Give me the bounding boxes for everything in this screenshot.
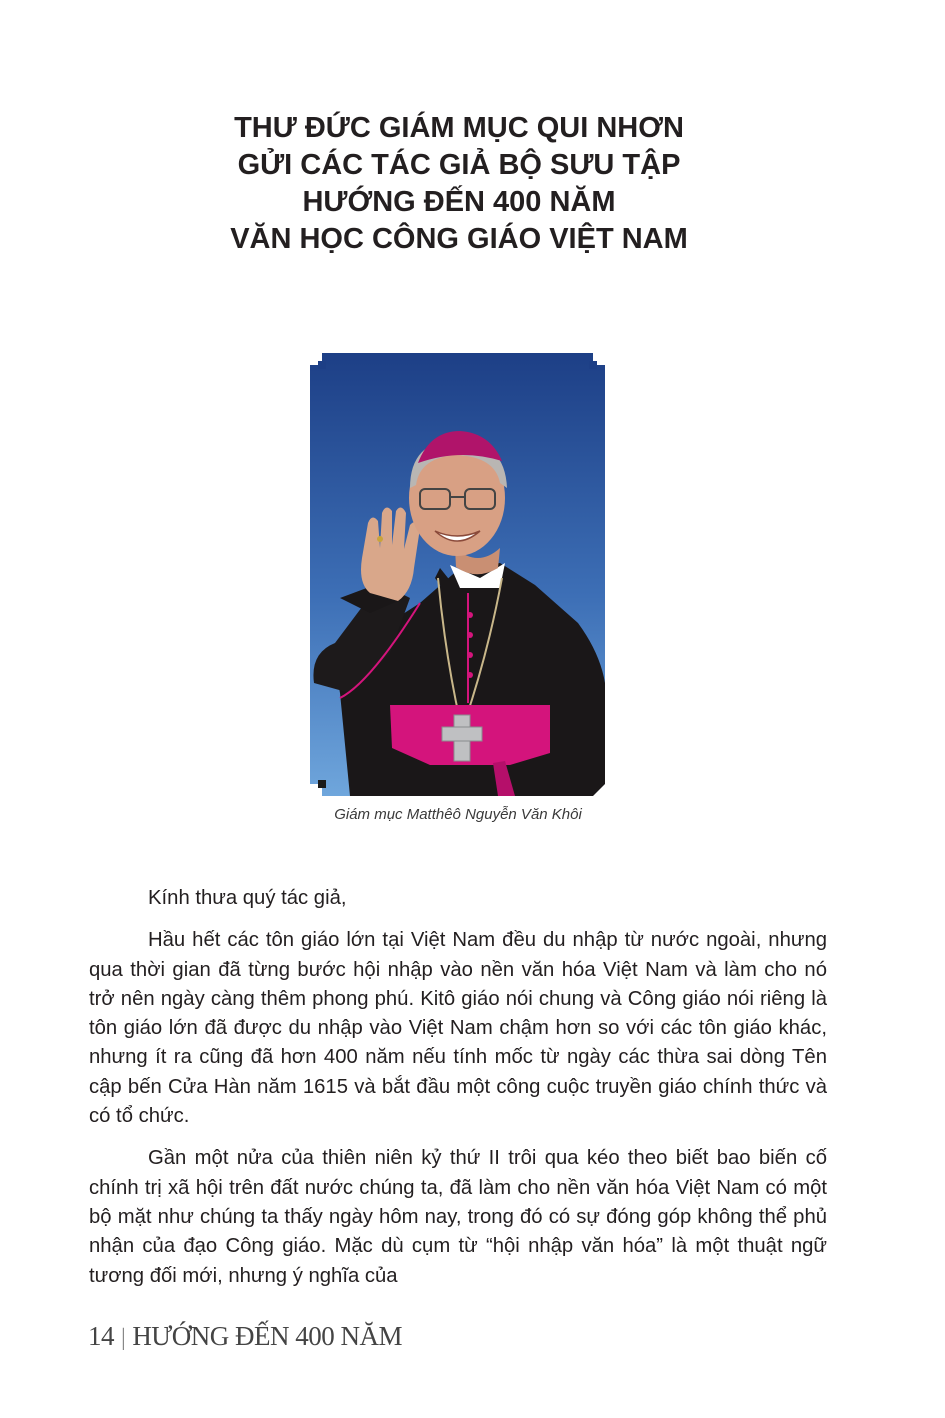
footer-separator: | <box>121 1325 126 1351</box>
page-footer <box>88 1321 402 1352</box>
portrait-caption: Giám mục Matthêô Nguyễn Văn Khôi <box>334 806 582 823</box>
title-line-2: GỬI CÁC TÁC GIẢ BỘ SƯU TẬP <box>237 149 681 181</box>
portrait-image <box>310 353 605 796</box>
page-number: 14 <box>88 1321 114 1351</box>
running-title: HƯỚNG ĐẾN 400 NĂM <box>132 1321 402 1351</box>
letter-body <box>89 884 827 1304</box>
paragraph-1: Hầu hết các tôn giáo lớn tại Việt Nam đều du nhập từ nước ngoài, nhưng qua thời gian đã từng bước hội nhập vào nền văn hóa Việt Nam và làm cho nó trở nên ngày càng thêm phong phú. Kitô giáo nói chung và Công giáo nói riêng là tôn giáo lớn đã được du nhập vào Việt Nam chậm hơn so với các tôn giáo khác, nhưng ít ra cũng đã hơn 400 năm nếu tính mốc từ ngày các thừa sai dòng Tên cập bến Cửa Hàn năm 1615 và bắt đầu một công cuộc truyền giáo chính thức và có tổ chức. <box>89 929 827 1128</box>
page-title <box>0 110 918 258</box>
title-line-3: HƯỚNG ĐẾN 400 NĂM <box>302 186 616 218</box>
bishop-portrait <box>310 353 605 796</box>
title-line-1: THƯ ĐỨC GIÁM MỤC QUI NHƠN <box>234 112 684 144</box>
paragraph-2: Gần một nửa của thiên niên kỷ thứ II trôi qua kéo theo biết bao biến cố chính trị xã hội trên đất nước chúng ta, đã làm cho nền văn hóa Việt Nam có một bộ mặt như chúng ta thấy ngày hôm nay, trong đó có sự đóng góp không thể phủ nhận của đạo Công giáo. Mặc dù cụm từ “hội nhập văn hóa” là một thuật ngữ tương đối mới, nhưng ý nghĩa của <box>89 1147 827 1287</box>
title-line-4: VĂN HỌC CÔNG GIÁO VIỆT NAM <box>230 223 688 255</box>
greeting: Kính thưa quý tác giả, <box>148 887 347 909</box>
